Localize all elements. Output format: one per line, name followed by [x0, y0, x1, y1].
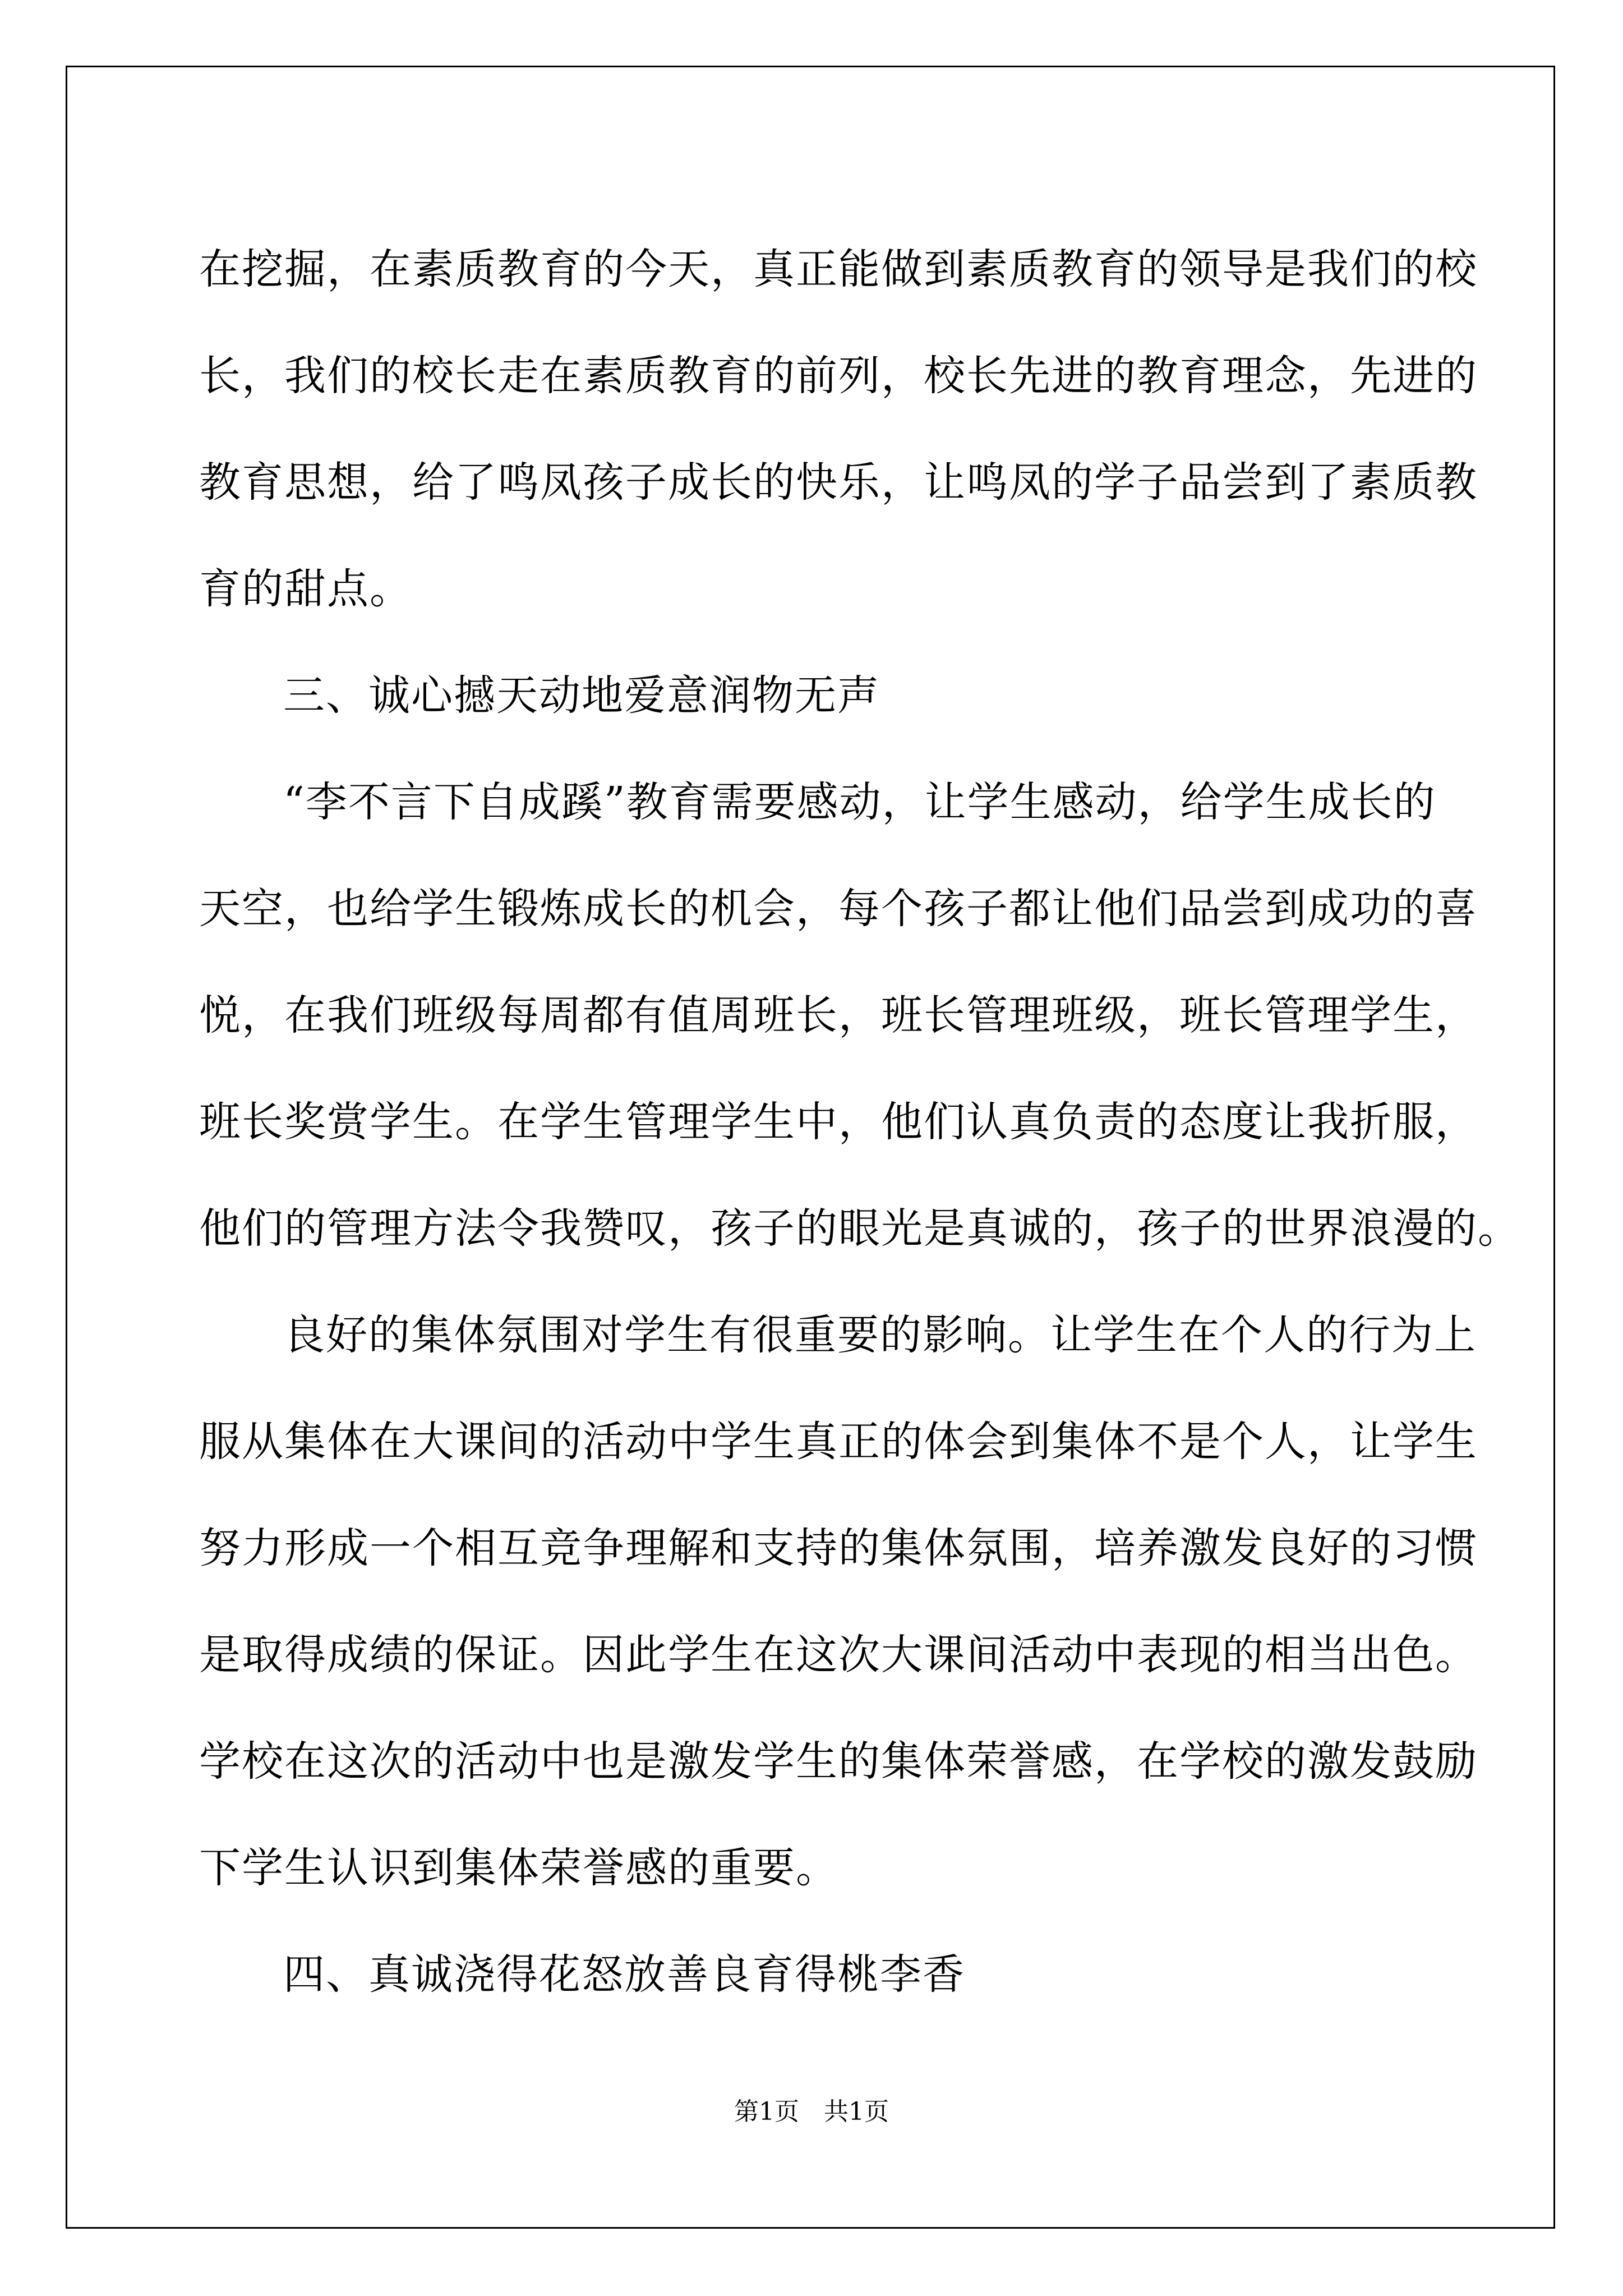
text-line: 下学生认识到集体荣誉感的重要。 — [199, 1844, 838, 1892]
text-line: 教育思想，给了鸣凤孩子成长的快乐，让鸣凤的学子品尝到了素质教 — [199, 458, 1478, 507]
page-number-footer: 第1页 共1页 — [734, 2097, 889, 2126]
section-heading-four: 四、真诚浇得花怒放善良育得桃李香 — [283, 1950, 965, 1999]
text-line: 长，我们的校长走在素质教育的前列，校长先进的教育理念，先进的 — [199, 352, 1478, 400]
text-line: 服从集体在大课间的活动中学生真正的体会到集体不是个人，让学生 — [199, 1418, 1478, 1466]
text-line: “李不言下自成蹊”教育需要感动，让学生感动，给学生成长的 — [283, 778, 1436, 826]
text-line: 良好的集体氛围对学生有很重要的影响。让学生在个人的行为上 — [283, 1311, 1477, 1359]
text-line: 育的甜点。 — [199, 565, 412, 613]
text-line: 天空，也给学生锻炼成长的机会，每个孩子都让他们品尝到成功的喜 — [199, 885, 1478, 933]
text-line: 他们的管理方法令我赞叹，孩子的眼光是真诚的，孩子的世界浪漫的。 — [199, 1204, 1520, 1253]
text-line: 努力形成一个相互竞争理解和支持的集体氛围，培养激发良好的习惯 — [199, 1524, 1478, 1572]
text-line: 班长奖赏学生。在学生管理学生中，他们认真负责的态度让我折服， — [199, 1098, 1478, 1146]
section-heading-three: 三、诚心撼天动地爱意润物无声 — [283, 671, 880, 720]
text-line: 是取得成绩的保证。因此学生在这次大课间活动中表现的相当出色。 — [199, 1631, 1478, 1679]
text-line: 悦，在我们班级每周都有值周班长，班长管理班级，班长管理学生， — [199, 991, 1478, 1039]
text-line: 在挖掘，在素质教育的今天，真正能做到素质教育的领导是我们的校 — [199, 245, 1478, 293]
text-line: 学校在这次的活动中也是激发学生的集体荣誉感，在学校的激发鼓励 — [199, 1737, 1478, 1786]
document-body — [199, 216, 1520, 2028]
